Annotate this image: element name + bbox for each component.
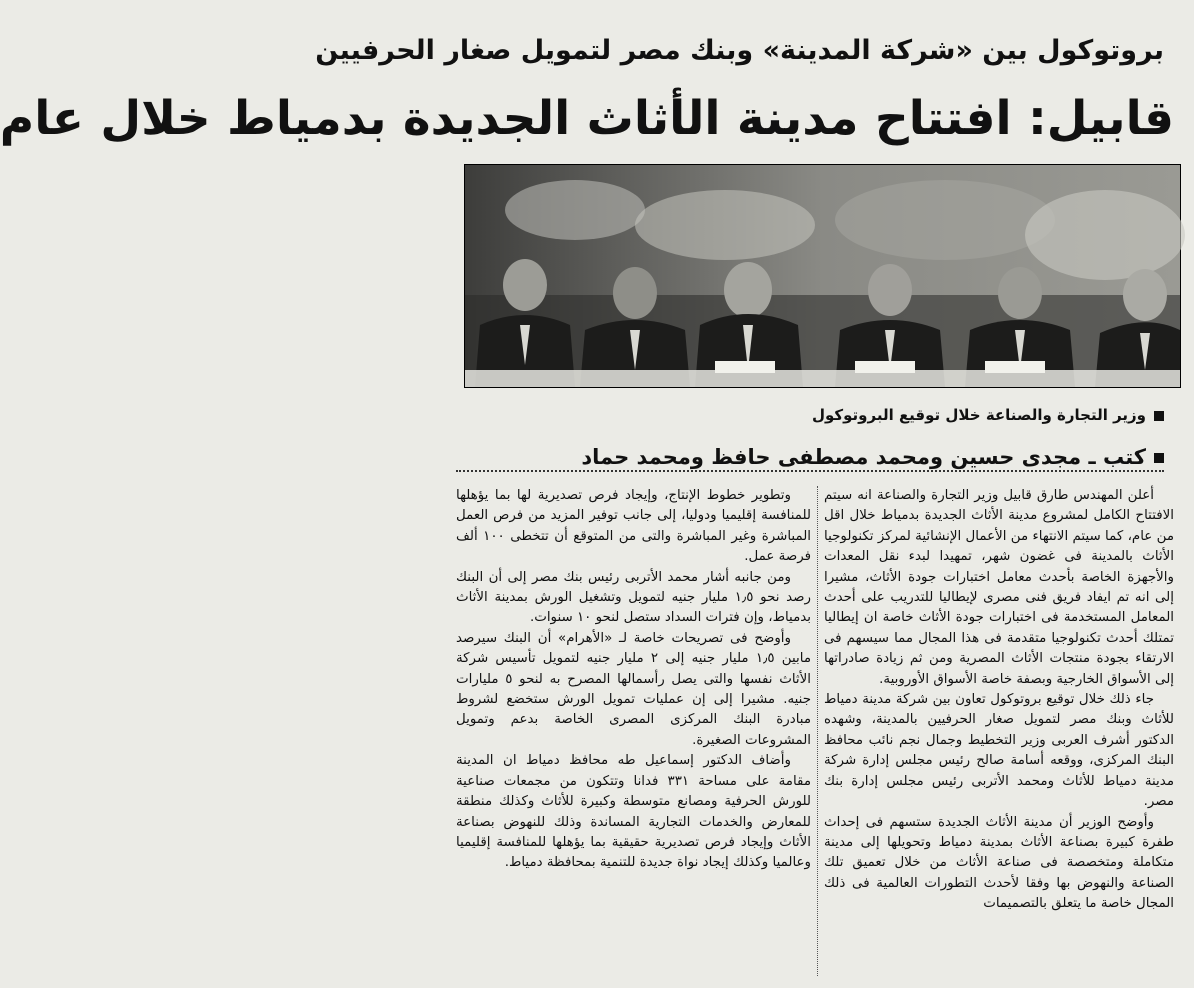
byline-divider <box>456 470 1164 472</box>
article-column-left <box>456 486 811 982</box>
main-headline: قابيل: افتتاح مدينة الأثاث الجديدة بدمياط خلال عام <box>0 91 1174 146</box>
byline <box>581 442 1164 472</box>
byline-text: كتب ـ مجدى حسين ومحمد مصطفى حافظ ومحمد حماد <box>581 445 1146 469</box>
kicker-headline: بروتوكول بين «شركة المدينة» وبنك مصر لتمويل صغار الحرفيين <box>315 35 1164 66</box>
paragraph: ومن جانبه أشار محمد الأتربى رئيس بنك مصر إلى أن البنك رصد نحو ١٫٥ مليار جنيه لتمويل وتشغيل الورش بمدينة الأثاث بدمياط، وإن فترات السداد ستصل لنحو ١٠ سنوات. <box>456 569 812 626</box>
paragraph: أعلن المهندس طارق قابيل وزير التجارة والصناعة انه سيتم الافتتاح الكامل لمشروع مدينة الأثاث الجديدة بدمياط خلال اقل من عام، كما سيتم الانتهاء من الأعمال الإنشائية لمركز تكنولوجيا الأثاث بالمدينة فى غضون شهر، تمهيدا لبدء نقل المعدات والأجهزة الخاصة بأحدث معامل اختبارات جودة الأثاث، مشيرا إلى انه تم ايفاد فريق فنى مصرى لإيطاليا للتدريب على أحدث المعامل المستخدمة فى اختبارات جودة الأثاث خاصة ان إيطاليا تمتلك أحدث تكنولوجيا متقدمة فى هذا المجال مما سيسهم فى الارتقاء بجودة منتجات الأثاث المصرية ومن ثم زيادة صادراتها إلى الأسواق الخارجية وبصفة خاصة الأسواق الأوروبية. <box>824 488 1174 687</box>
paragraph: وأضاف الدكتور إسماعيل طه محافظ دمياط ان المدينة مقامة على مساحة ٣٣١ فدانا وتتكون من مجمعات صناعية للورش الحرفية ومصانع متوسطة وكبيرة للأثاث وكذلك منطقة للمعارض والخدمات التجارية المساندة وذلك للنهوض بصناعة الأثاث وإيجاد فرص تصديرية حقيقية بما يؤهلها للمنافسة إقليميا وعالميا وكذلك إيجاد نواة جديدة للتنمية بمحافظة دمياط. <box>456 753 812 871</box>
column-separator <box>817 486 818 976</box>
article-column-right <box>824 486 1174 982</box>
event-photo <box>464 164 1181 388</box>
paragraph: جاء ذلك خلال توقيع بروتوكول تعاون بين شركة مدينة دمياط للأثاث وبنك مصر لتمويل صغار الحرفيين بالمدينة، وشهده الدكتور أشرف العربى وزير التخطيط وجمال نجم نائب محافظ البنك المركزى، ووقعه أسامة صالح رئيس مجلس إدارة شركة مدينة دمياط للأثاث ومحمد الأتربى رئيس مجلس إدارة بنك مصر. <box>824 692 1174 810</box>
photo-caption <box>516 402 1164 428</box>
paragraph: وأوضح الوزير أن مدينة الأثاث الجديدة ستسهم فى إحداث طفرة كبيرة بصناعة الأثاث بمدينة دمياط وتحويلها إلى مدينة متكاملة ومتخصصة فى صناعة الأثاث من خلال تعميق تلك الصناعة والنهوض بها وفقا لأحدث التطورات العالمية فى ذلك المجال خاصة ما يتعلق بالتصميمات <box>824 814 1174 912</box>
paragraph: وأوضح فى تصريحات خاصة لـ «الأهرام» أن البنك سيرصد مابين ١٫٥ مليار جنيه إلى ٢ مليار جنيه لتمويل تأسيس شركة الأثاث نفسها والتى يصل رأسمالها المصرح به لنحو ٥ مليارات جنيه. مشيرا إلى إن عمليات تمويل الورش ستخضع لشروط مبادرة البنك المركزى المصرى الخاصة بدعم وتمويل المشروعات الصغيرة. <box>456 630 812 748</box>
caption-bullet <box>1154 411 1164 421</box>
caption-text: وزير التجارة والصناعة خلال توقيع البروتوكول <box>811 406 1146 424</box>
paragraph: وتطوير خطوط الإنتاج، وإيجاد فرص تصديرية لها بما يؤهلها للمنافسة إقليميا ودوليا، إلى جانب توفير المزيد من فرص العمل المباشرة وغير المباشرة والتى من المتوقع أن تتخطى ١٠٠ ألف فرصة عمل. <box>456 488 811 565</box>
byline-bullet <box>1154 453 1164 463</box>
